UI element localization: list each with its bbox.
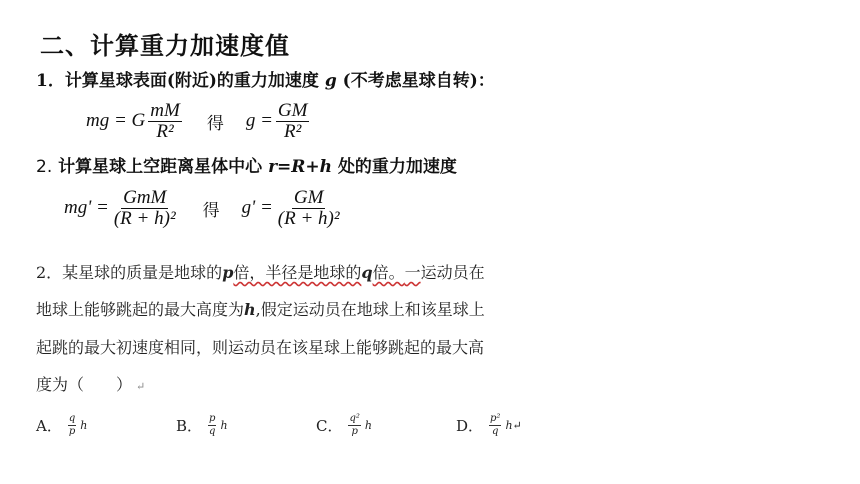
- option-d-frac: [489, 413, 501, 437]
- formula1-de: 得: [206, 113, 224, 134]
- option-c-frac: [348, 413, 360, 437]
- formula1-right: g =: [245, 110, 273, 132]
- item1-text-pre: 1．计算星球表面(附近)的重力加速度: [36, 71, 319, 91]
- q-var-p: p: [222, 263, 234, 282]
- item1-formula: [86, 101, 312, 142]
- q-line1-pre: 2．某星球的质量是地球的: [36, 263, 223, 282]
- formula1-left: mg = G: [86, 110, 146, 132]
- option-b-num: p: [209, 413, 216, 424]
- section-title: 二、计算重力加速度值: [40, 32, 290, 60]
- option-b-suffix: h: [220, 418, 228, 432]
- q-line4: 度为（ ）: [36, 375, 133, 394]
- item2-num: 2.: [36, 157, 53, 177]
- option-a-label: A．: [36, 416, 62, 435]
- option-c-label: C．: [316, 416, 343, 435]
- option-d-suffix: h↵: [505, 418, 522, 432]
- option-c: [316, 413, 372, 437]
- question-line2: [36, 297, 485, 320]
- q-var-h: h: [244, 300, 256, 319]
- q-line2: 地球上能够跳起的最大高度为: [36, 300, 245, 319]
- option-b-frac: [208, 413, 216, 437]
- q-line1-post-c: 运动员在: [420, 263, 485, 282]
- formula2-frac2: [276, 188, 342, 229]
- frac1-num: mM: [150, 100, 180, 121]
- option-c-suffix: h: [364, 418, 372, 432]
- item2-heading: [36, 152, 457, 177]
- option-b-den: q: [209, 425, 216, 437]
- q-var-q: q: [361, 263, 373, 282]
- question-line1: [36, 260, 485, 283]
- option-b: [176, 413, 228, 437]
- frac3-den: (R + h)²: [113, 207, 176, 229]
- formula2-left: mg' =: [64, 197, 109, 219]
- frac4-num: GM: [293, 187, 324, 208]
- option-a-frac: [68, 413, 76, 437]
- frac4-den: (R + h)²: [277, 207, 340, 229]
- option-c-num: q²: [349, 413, 360, 424]
- question-line3: 起跳的最大初速度相同，则运动员在该星球上能够跳起的最大高: [36, 338, 485, 357]
- item2-expr: r=R+h: [268, 157, 333, 177]
- item2-formula: [64, 188, 345, 229]
- q-line2-post: ,假定运动员在地球上和该星球上: [255, 300, 485, 319]
- q-line1-post-b: 一: [404, 263, 421, 282]
- item1-var: g: [324, 71, 337, 91]
- frac1-den: R²: [156, 120, 174, 142]
- option-a: [36, 413, 87, 437]
- option-d-label: D．: [456, 416, 484, 435]
- formula2-frac1: [112, 188, 178, 229]
- q-line1-mid: 倍，半径是地球的: [233, 263, 362, 282]
- option-a-num: q: [68, 413, 76, 424]
- option-d: [456, 413, 522, 437]
- formula2-de: 得: [202, 200, 220, 221]
- option-d-num: p²: [490, 413, 501, 424]
- item1-text-post: (不考虑星球自转)：: [342, 71, 495, 91]
- question-line4: [36, 372, 145, 395]
- item2-text-post: 处的重力加速度: [337, 157, 457, 177]
- frac2-den: R²: [284, 120, 302, 142]
- formula1-frac2: [276, 101, 310, 142]
- item1-heading: [36, 66, 495, 91]
- frac2-num: GM: [277, 100, 308, 121]
- option-a-suffix: h: [80, 418, 88, 432]
- option-b-label: B．: [176, 416, 203, 435]
- option-a-den: p: [68, 425, 76, 437]
- option-d-den: q: [492, 425, 499, 437]
- frac3-num: GmM: [123, 187, 167, 208]
- return-mark: ↵: [136, 380, 146, 393]
- formula2-right: g' =: [241, 197, 273, 219]
- option-c-den: p: [351, 425, 358, 437]
- formula1-frac1: [148, 101, 182, 142]
- q-line1-post-a: 倍。: [372, 263, 405, 282]
- item2-text-pre: 计算星球上空距离星体中心: [58, 157, 263, 177]
